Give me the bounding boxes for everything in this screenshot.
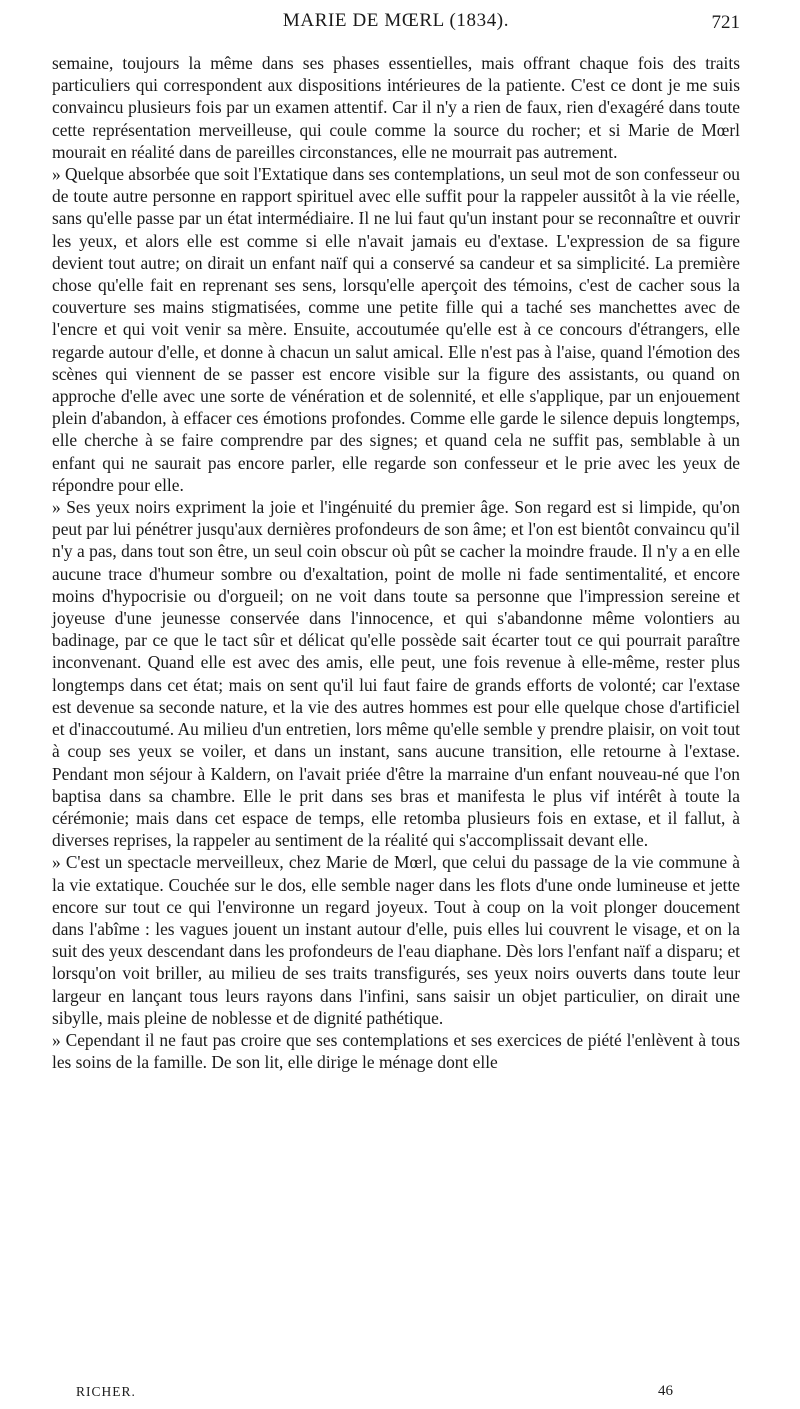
- running-head: [52, 10, 740, 36]
- printer-signature: RICHER.: [76, 1384, 136, 1399]
- paragraph: semaine, toujours la même dans ses phases essentielles, mais offrant chaque fois des traits particuliers qui correspondent aux dispositions intérieures de la patiente. C'est ce dont je me suis convaincu plusieurs fois par un examen attentif. Car il n'y a rien de faux, rien d'exagéré dans toute cette représentation merveilleuse, qui coule comme la source du rocher; et si Marie de Mœrl mourait en réalité dans de pareilles circonstances, elle ne mourrait pas autrement.: [52, 53, 740, 162]
- page-number: 721: [711, 12, 740, 33]
- paragraph: » Ses yeux noirs expriment la joie et l'ingénuité du premier âge. Son regard est si limpide, qu'on peut par lui pénétrer jusqu'aux dernières profondeurs de son âme; et l'on est bientôt convaincu qu'il n'y a pas, dans tout son être, un seul coin obscur où pût se cacher la moindre fraude. Il n'y a en elle aucune trace d'humeur sombre ou d'exaltation, point de molle ni fade sentimentalité, et encore moins d'hypocrisie ou d'orgueil; on ne voit dans toute sa personne que l'impression sereine et joyeuse d'une jeunesse conservée dans l'innocence, et qui s'abandonne même volontiers au badinage, par ce que le tact sûr et délicat qu'elle possède sait écarter tout ce qui pourrait paraître inconvenant. Quand elle est avec des amis, elle peut, une fois revenue à elle-même, rester plus longtemps dans cet état; mais on sent qu'il lui faut faire de grands efforts de volonté; car l'extase est devenue sa seconde nature, et la vie des autres hommes est pour elle quelque chose d'artificiel et d'inaccoutumé. Au milieu d'un entretien, lors même qu'elle semble y prendre plaisir, on voit tout à coup ses yeux se voiler, et dans un instant, sans aucune transition, elle retourne à l'extase. Pendant mon séjour à Kaldern, on l'avait priée d'être la marraine d'un enfant nouveau-né que l'on baptisa dans sa chambre. Elle le prit dans ses bras et manifesta le plus vif intérêt à toute la cérémonie; mais dans cet espace de temps, elle retomba plusieurs fois en extase, et il fallut, à diverses reprises, la rappeler au sentiment de la réalité qui s'accomplissait devant elle.: [52, 497, 740, 851]
- sheet-number: 46: [658, 1383, 673, 1399]
- page-footer: [76, 1384, 740, 1404]
- body-text: [52, 52, 740, 1073]
- paragraph: » Quelque absorbée que soit l'Extatique dans ses contemplations, un seul mot de son confesseur ou de toute autre personne en rapport spirituel avec elle suffit pour la rappeler aussitôt à la vie réelle, sans qu'elle passe par un état intermédiaire. Il ne lui faut qu'un instant pour se reconnaître et ouvrir les yeux, et alors elle est comme si elle n'avait jamais eu d'extase. L'expression de sa figure devient tout autre; on dirait un enfant naïf qui a conservé sa candeur et sa simplicité. La première chose qu'elle fait en reprenant ses sens, lorsqu'elle aperçoit des témoins, c'est de cacher sous la couverture ses mains stigmatisées, comme une petite fille qui a taché ses manchettes avec de l'encre et qui voit venir sa mère. Ensuite, accoutumée qu'elle est à ce concours d'étrangers, elle regarde autour d'elle, et donne à chacun un salut amical. Elle n'est pas à l'aise, quand l'émotion des scènes qui viennent de se passer est encore visible sur la figure des assistants, ou quand on approche d'elle avec une sorte de vénération et de solennité, et elle s'applique, par un enjouement plein d'abandon, à effacer ces émotions profondes. Comme elle garde le silence depuis longtemps, elle cherche à se faire comprendre par des signes; et quand cela ne suffit pas, semblable à un enfant qui ne saurait pas encore parler, elle regarde son confesseur et le prie avec les yeux de répondre pour elle.: [52, 164, 740, 495]
- running-title: MARIE DE MŒRL (1834).: [282, 10, 510, 31]
- paragraph: » Cependant il ne faut pas croire que ses contemplations et ses exercices de piété l'enlèvent à tous les soins de la famille. De son lit, elle dirige le ménage dont elle: [52, 1029, 740, 1073]
- paragraph: » C'est un spectacle merveilleux, chez Marie de Mœrl, que celui du passage de la vie commune à la vie extatique. Couchée sur le dos, elle semble nager dans les flots d'une onde lumineuse et jette encore sur tout ce qui l'environne un regard joyeux. Tout à coup on la voit plonger doucement dans l'abîme : les vagues jouent un instant autour d'elle, puis elles lui couvrent le visage, et on la suit des yeux descendant dans les profondeurs de l'eau diaphane. Dès lors l'enfant naïf a disparu; et lorsqu'on voit briller, au milieu de ses traits transfigurés, ses yeux noirs ouverts dans toute leur largeur en lançant tous leurs rayons dans l'infini, sans saisir un objet particulier, on dirait une sibylle, mais pleine de noblesse et de dignité pathétique.: [52, 852, 740, 1028]
